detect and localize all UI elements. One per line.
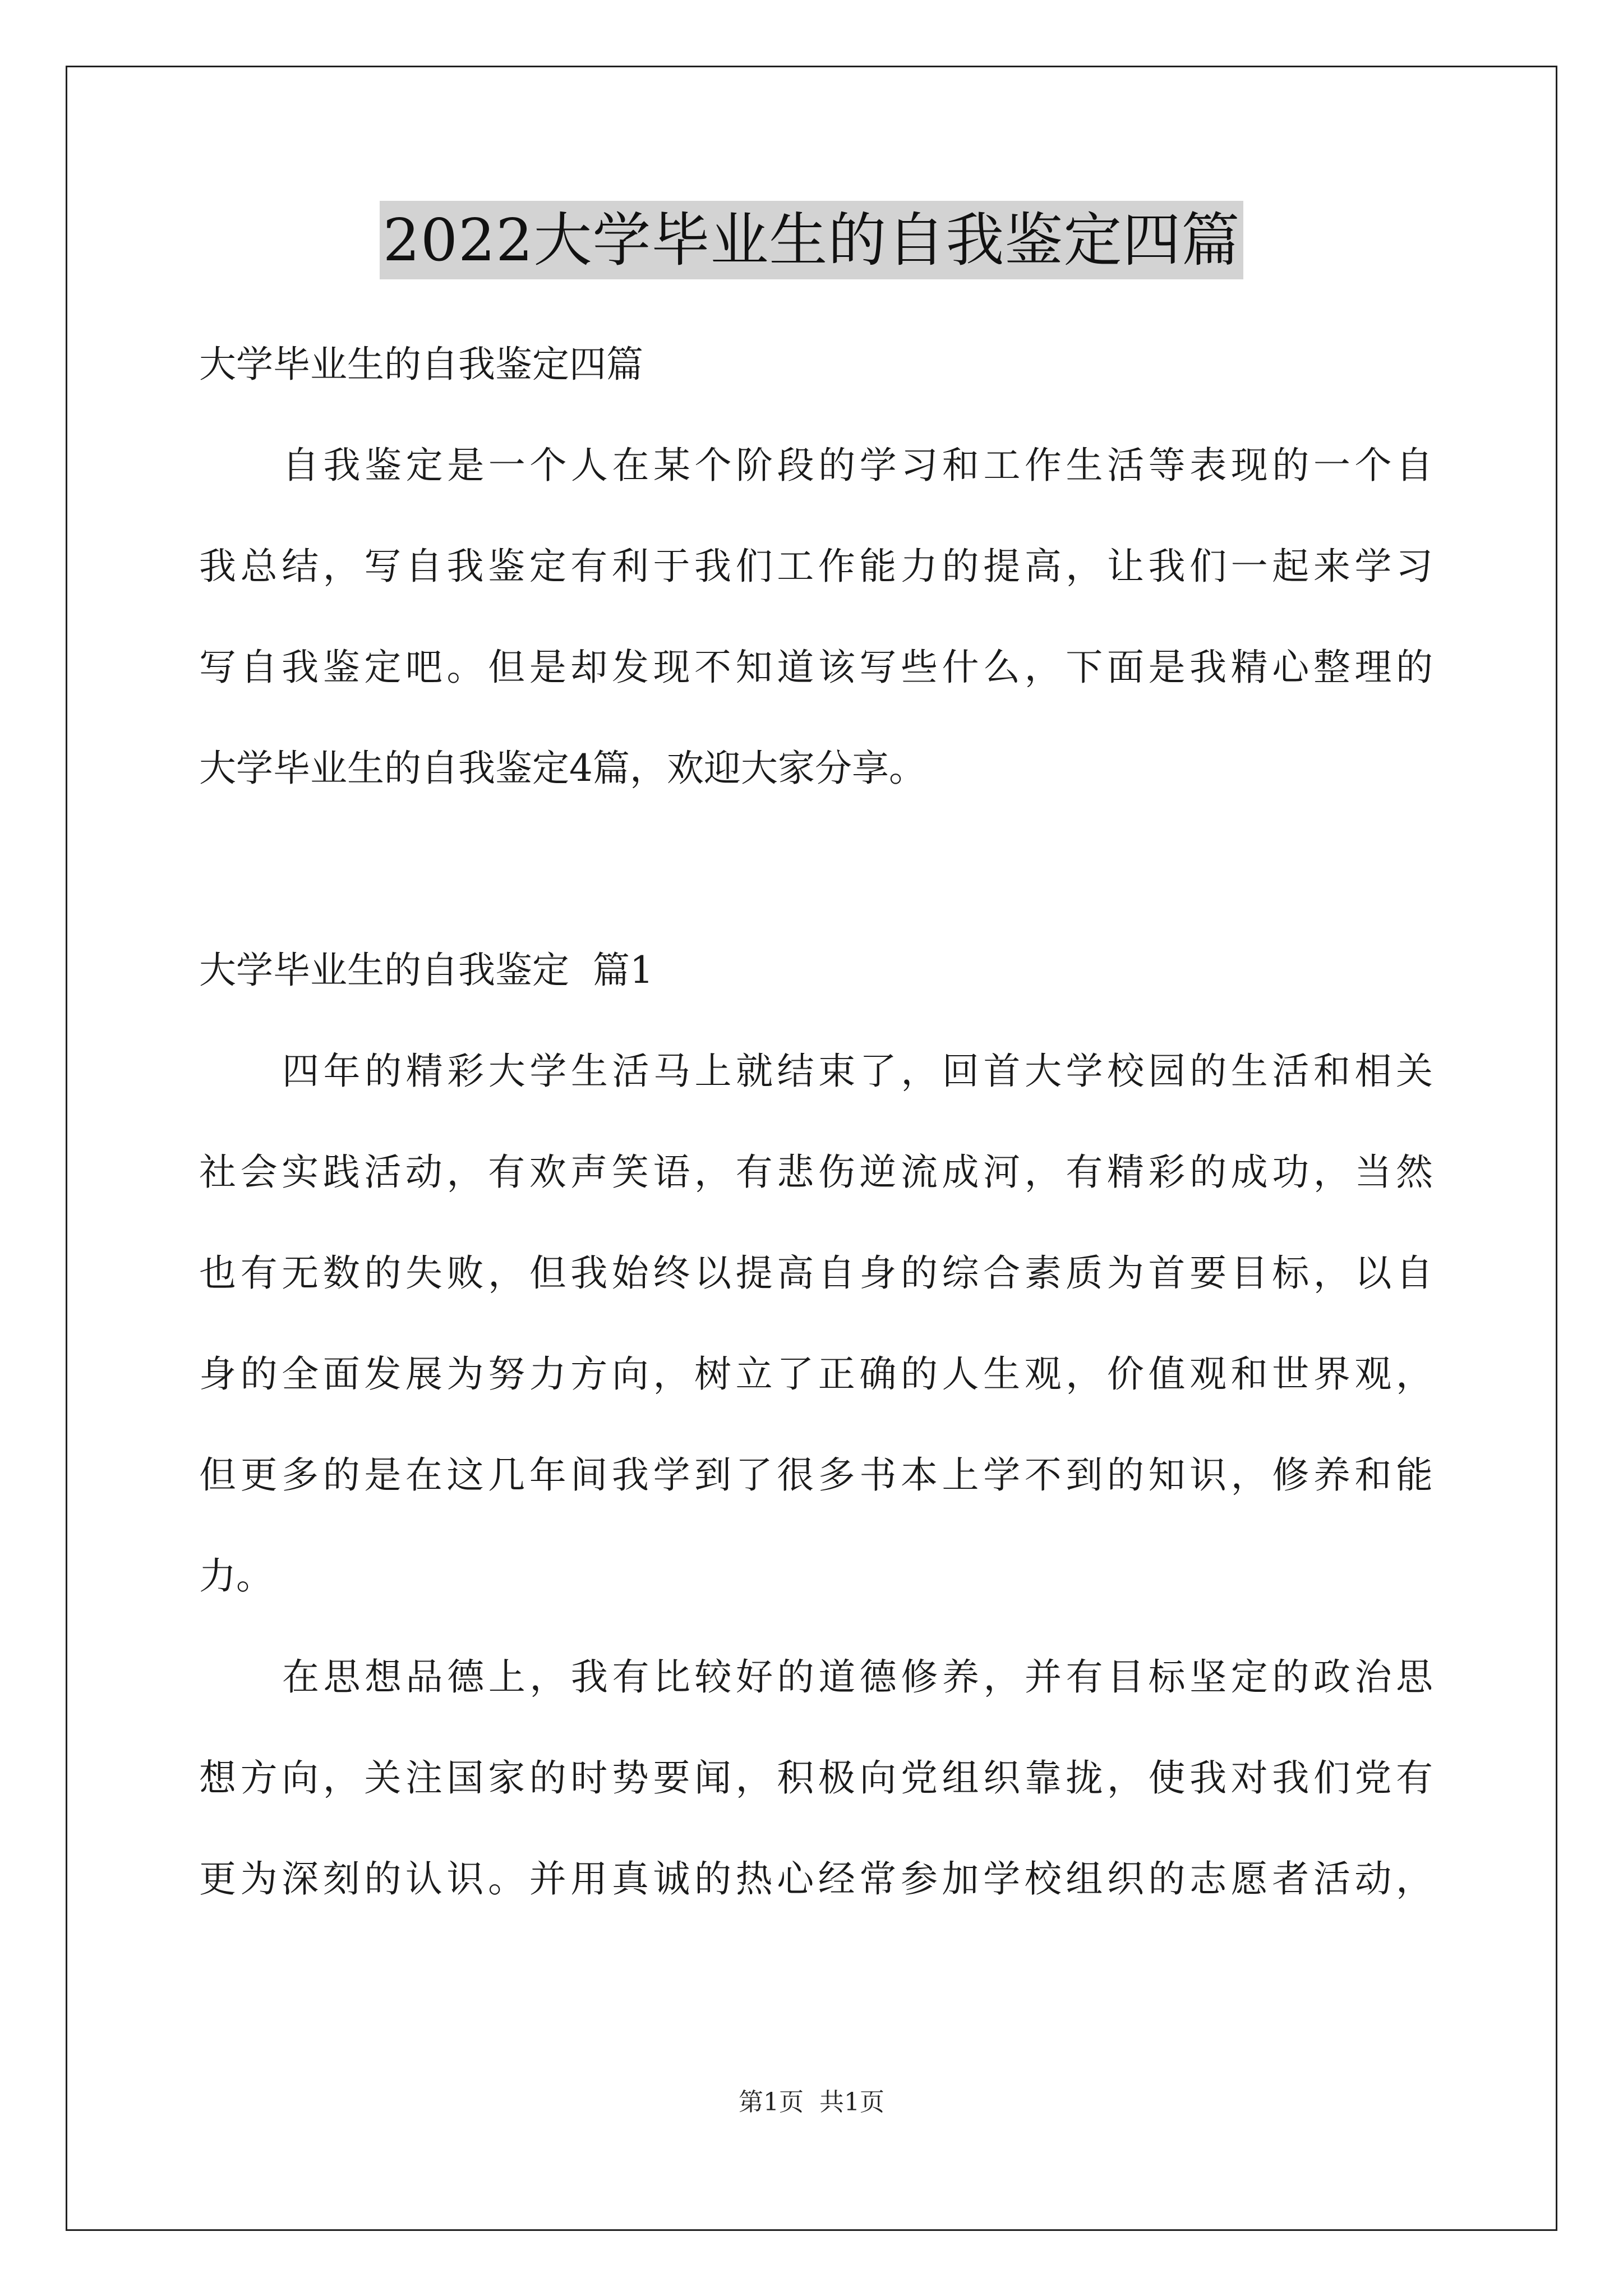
paragraph-gap (199, 819, 1433, 920)
paragraph-line: 但更多的是在这几年间我学到了很多书本上学不到的知识，修养和能 (199, 1453, 1433, 1497)
document-subtitle: 大学毕业生的自我鉴定四篇 (199, 343, 643, 386)
paragraph-line: 社会实践活动，有欢声笑语，有悲伤逆流成河，有精彩的成功，当然 (199, 1151, 1433, 1194)
intro-line: 自我鉴定是一个人在某个阶段的学习和工作生活等表现的一个自 (282, 444, 1433, 487)
paragraph-line: 想方向，关注国家的时势要闻，积极向党组织靠拢，使我对我们党有 (199, 1756, 1433, 1800)
intro-line: 大学毕业生的自我鉴定4篇，欢迎大家分享。 (199, 747, 926, 790)
paragraph-line: 身的全面发展为努力方向，树立了正确的人生观，价值观和世界观， (199, 1352, 1433, 1396)
paragraph-line: 也有无数的失败，但我始终以提高自身的综合素质为首要目标，以自 (199, 1251, 1433, 1295)
paragraph-line: 力。 (199, 1554, 273, 1598)
paragraph-line: 在思想品德上，我有比较好的道德修养，并有目标坚定的政治思 (282, 1655, 1433, 1699)
section-heading: 大学毕业生的自我鉴定 篇1 (199, 949, 653, 992)
intro-line: 我总结，写自我鉴定有利于我们工作能力的提高，让我们一起来学习 (199, 545, 1433, 588)
paragraph-line: 四年的精彩大学生活马上就结束了，回首大学校园的生活和相关 (282, 1050, 1433, 1093)
title-wrap (0, 201, 1623, 279)
document-title: 2022大学毕业生的自我鉴定四篇 (380, 201, 1244, 279)
intro-line: 写自我鉴定吧。但是却发现不知道该写些什么，下面是我精心整理的 (199, 646, 1433, 689)
page-footer: 第1页 共1页 (739, 2088, 884, 2116)
paragraph-line: 更为深刻的认识。并用真诚的热心经常参加学校组织的志愿者活动， (199, 1857, 1433, 1901)
document-body (199, 314, 1433, 1930)
